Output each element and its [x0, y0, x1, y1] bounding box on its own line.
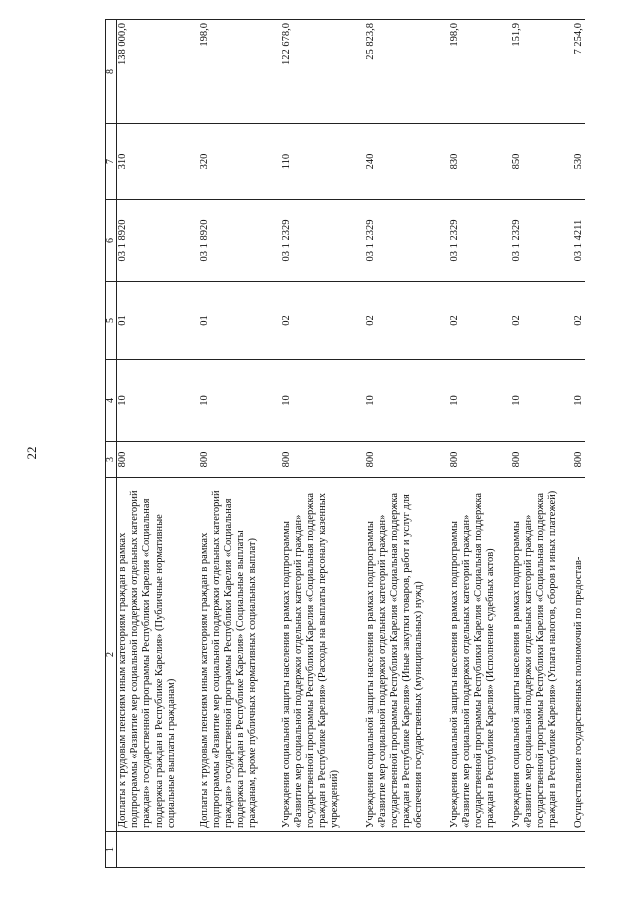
cell-amount: 7 254,0 [573, 20, 585, 124]
table-row [573, 20, 585, 868]
cell-subsection: 02 [449, 282, 511, 360]
table-row [199, 20, 281, 868]
table-row [511, 20, 573, 868]
cell-description: Учреждения социальной защиты населения в рамках подпрограммы «Развитие мер социальной поддержки отдельных категорий граждан» государственной программы Республики Карелия «Социальная поддержка граждан в Республике Карелия» (Уплата налогов, сборов и иных платежей) [511, 478, 573, 832]
cell-subsection: 02 [573, 282, 585, 360]
cell-expense-type: 830 [449, 124, 511, 200]
cell-subsection: 02 [365, 282, 449, 360]
cell-amount: 198,0 [449, 20, 511, 124]
table-row [281, 20, 365, 868]
column-header: 7 [106, 124, 117, 200]
column-header: 5 [106, 282, 117, 360]
table-row [365, 20, 449, 868]
cell-subsection: 01 [199, 282, 281, 360]
cell-ministry: 800 [511, 442, 573, 478]
column-number-row [106, 20, 117, 868]
cell-amount: 138 000,0 [117, 20, 199, 124]
column-header: 1 [106, 832, 117, 868]
column-header: 3 [106, 442, 117, 478]
cell-section: 10 [199, 360, 281, 442]
cell-empty [281, 832, 365, 868]
cell-ministry: 800 [449, 442, 511, 478]
cell-target-article: 03 1 2329 [281, 200, 365, 282]
cell-target-article: 03 1 4211 [573, 200, 585, 282]
cell-empty [573, 832, 585, 868]
cell-ministry: 800 [281, 442, 365, 478]
cell-amount: 198,0 [199, 20, 281, 124]
cell-empty [117, 832, 199, 868]
cell-ministry: 800 [199, 442, 281, 478]
cell-amount: 151,9 [511, 20, 573, 124]
table-row [117, 20, 199, 868]
page-number: 22 [24, 446, 39, 460]
cell-subsection: 02 [511, 282, 573, 360]
cell-expense-type: 240 [365, 124, 449, 200]
cell-description: Осуществление государственных полномочий по предостав- [573, 478, 585, 832]
cell-target-article: 03 1 2329 [449, 200, 511, 282]
cell-description: Учреждения социальной защиты населения в рамках подпрограммы «Развитие мер социальной поддержки отдельных категорий граждан» государственной программы Республики Карелия «Социальная поддержка граждан в Республике Карелия» (Расходы на выплаты персоналу казенных учреждений) [281, 478, 365, 832]
cell-description: Учреждения социальной защиты населения в рамках подпрограммы «Развитие мер социальной поддержки отдельных категорий граждан» государственной программы Республики Карелия «Социальная поддержка граждан в Республике Карелия» (Иные закупки товаров, работ и услуг для обеспечения государственных (муниципальных) нужд) [365, 478, 449, 832]
cell-ministry: 800 [573, 442, 585, 478]
cell-expense-type: 110 [281, 124, 365, 200]
cell-section: 10 [117, 360, 199, 442]
cell-empty [365, 832, 449, 868]
cell-description: Доплаты к трудовым пенсиям иным категориям граждан в рамках подпрограммы «Развитие мер социальной поддержки отдельных категорий граждан» государственной программы Республики Карелия «Социальная поддержка граждан в Республике Карелия» (Социальные выплаты гражданам, кроме публичных нормативных социальных выплат) [199, 478, 281, 832]
cell-empty [449, 832, 511, 868]
cell-empty [199, 832, 281, 868]
cell-ministry: 800 [365, 442, 449, 478]
cell-section: 10 [511, 360, 573, 442]
cell-subsection: 02 [281, 282, 365, 360]
cell-description: Учреждения социальной защиты населения в рамках подпрограммы «Развитие мер социальной поддержки отдельных категорий граждан» государственной программы Республики Карелия «Социальная поддержка граждан в Республике Карелия» (Исполнение судебных актов) [449, 478, 511, 832]
cell-expense-type: 530 [573, 124, 585, 200]
table-row [449, 20, 511, 868]
rotated-page-content [105, 20, 584, 868]
cell-expense-type: 850 [511, 124, 573, 200]
cell-amount: 122 678,0 [281, 20, 365, 124]
column-header: 4 [106, 360, 117, 442]
cell-section: 10 [449, 360, 511, 442]
cell-section: 10 [573, 360, 585, 442]
cell-expense-type: 310 [117, 124, 199, 200]
budget-table [105, 19, 585, 868]
cell-section: 10 [365, 360, 449, 442]
column-header: 8 [106, 20, 117, 124]
cell-expense-type: 320 [199, 124, 281, 200]
cell-target-article: 03 1 2329 [511, 200, 573, 282]
cell-ministry: 800 [117, 442, 199, 478]
cell-empty [511, 832, 573, 868]
column-header: 2 [106, 478, 117, 832]
cell-target-article: 03 1 8920 [117, 200, 199, 282]
cell-target-article: 03 1 8920 [199, 200, 281, 282]
cell-target-article: 03 1 2329 [365, 200, 449, 282]
cell-amount: 25 823,8 [365, 20, 449, 124]
cell-subsection: 01 [117, 282, 199, 360]
cell-section: 10 [281, 360, 365, 442]
cell-description: Доплаты к трудовым пенсиям иным категориям граждан в рамках подпрограммы «Развитие мер социальной поддержки отдельных категорий граждан» государственной программы Республики Карелия «Социальная поддержка граждан в Республике Карелия» (Публичные нормативные социальные выплаты гражданам) [117, 478, 199, 832]
column-header: 6 [106, 200, 117, 282]
